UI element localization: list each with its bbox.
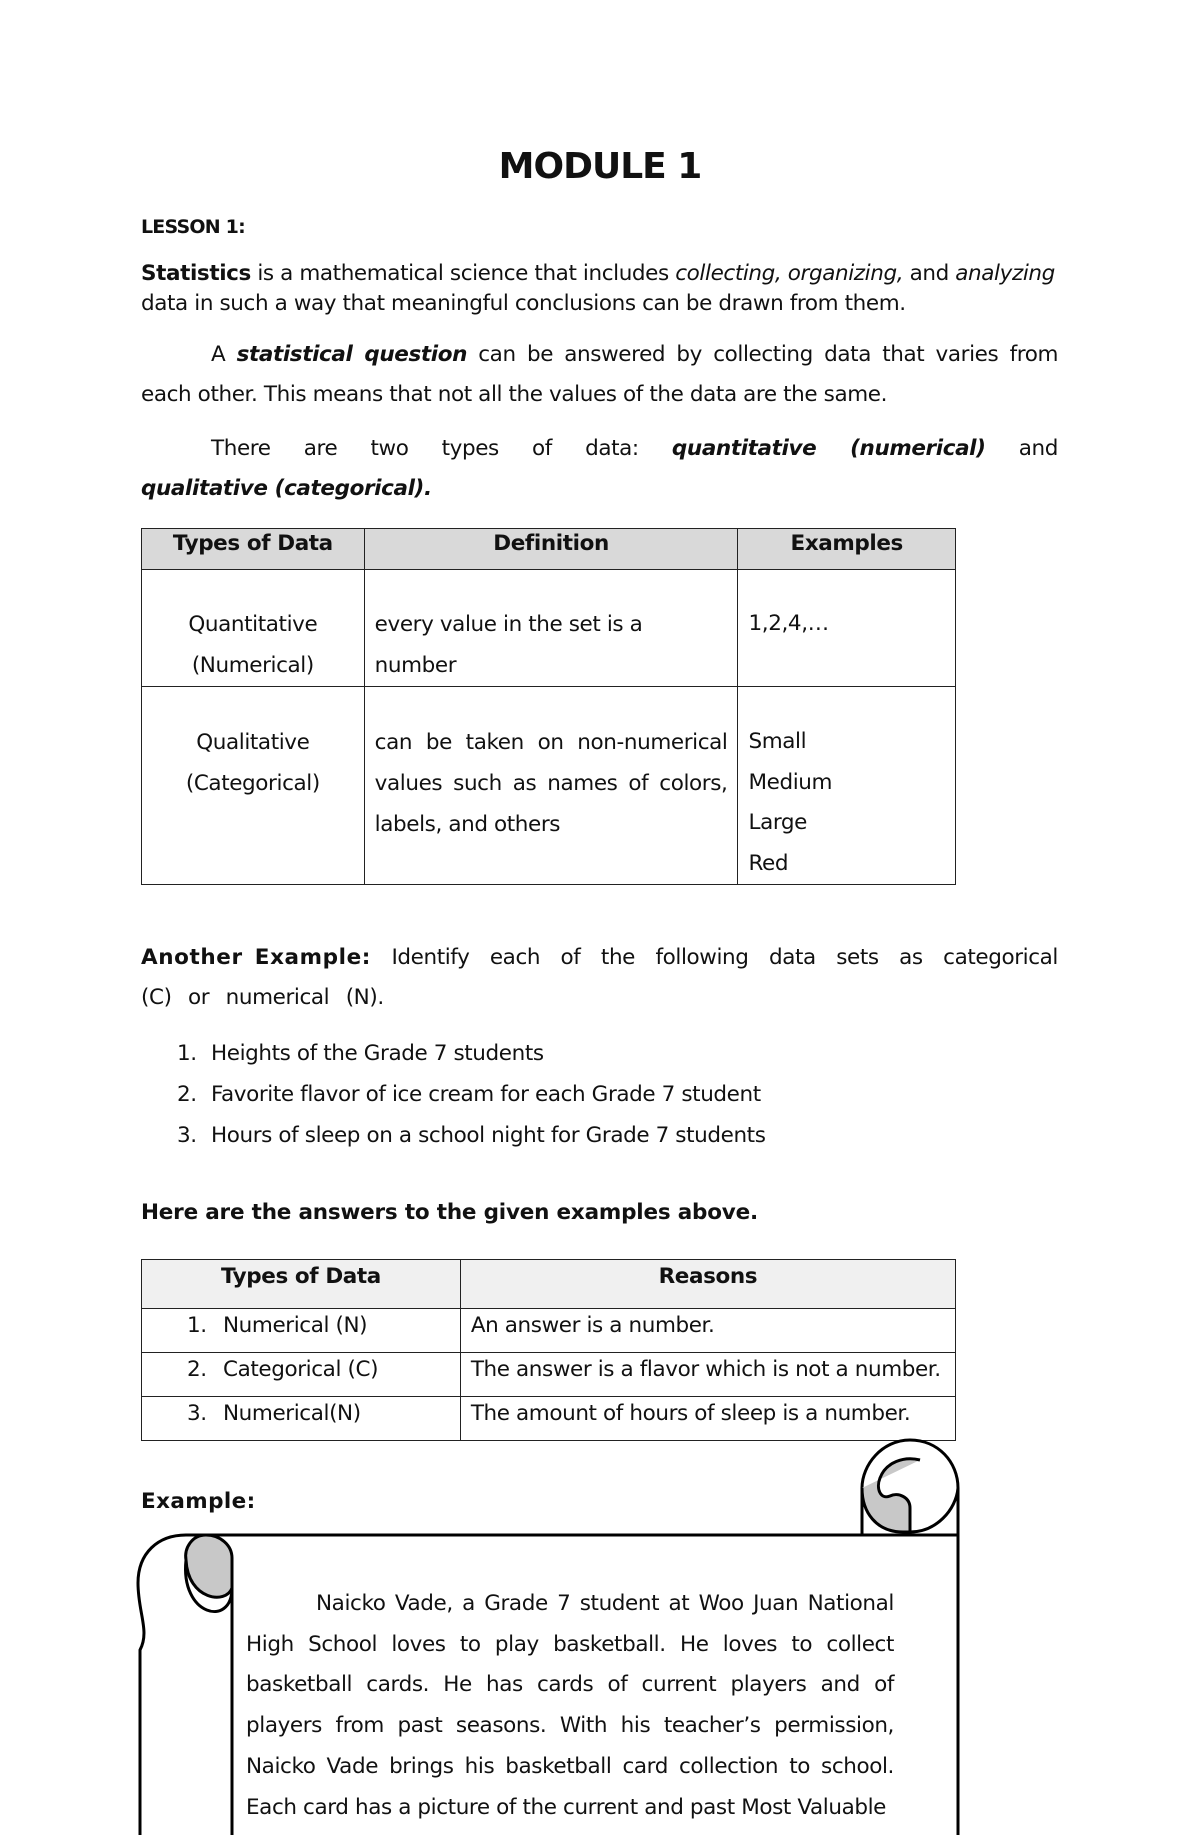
type-alias: (Categorical) (185, 771, 320, 796)
header-reasons: Reasons (460, 1260, 955, 1309)
intro-emphasis: collecting, organizing, (675, 261, 904, 286)
statistics-term: Statistics (141, 261, 251, 286)
type-alias: (Numerical) (191, 653, 314, 678)
type-name: Qualitative (196, 730, 310, 755)
types-text: There are two types of data: (211, 436, 672, 461)
answer-type: Categorical (C) (223, 1357, 379, 1382)
qualitative-term: qualitative (categorical). (141, 476, 432, 501)
definition-text: every value in the set is a number (374, 612, 643, 678)
another-example-text: Identify each of the following data sets as categorical (C) or numerical (N). (141, 945, 1058, 1010)
sq-text: can be answered by collecting data that varies from each other. This means that not all the values of the data are the same. (141, 342, 1058, 407)
statistical-question-term: statistical question (236, 342, 467, 367)
definition-text: can be taken on non-numerical values such as names of colors, labels, and others (374, 730, 728, 837)
list-text: Heights of the Grade 7 students (211, 1041, 544, 1066)
answer-type: Numerical(N) (223, 1401, 361, 1426)
list-number: 2. (177, 1082, 197, 1107)
example-label: Example: (141, 1489, 256, 1514)
list-text: Favorite flavor of ice cream for each Grade 7 student (211, 1082, 761, 1107)
another-example-label: Another Example: (141, 945, 371, 970)
example-value: 1,2,4,… (748, 611, 829, 636)
lesson-heading: LESSON 1: (141, 216, 245, 238)
header-types-of-data: Types of Data (142, 529, 365, 570)
reason-text: The amount of hours of sleep is a number. (470, 1401, 911, 1426)
type-name: Quantitative (188, 612, 318, 637)
intro-text: data in such a way that meaningful conclusions can be drawn from them. (141, 290, 906, 316)
example-value: Small (748, 729, 807, 754)
list-number: 3. (177, 1123, 197, 1148)
list-text: Hours of sleep on a school night for Grade 7 students (211, 1123, 766, 1148)
list-number: 1. (177, 1041, 197, 1066)
sq-lead: A (211, 342, 237, 367)
intro-text: is a mathematical science that includes (250, 261, 676, 286)
header-definition: Definition (364, 529, 738, 570)
answers-heading: Here are the answers to the given examples above. (141, 1200, 758, 1225)
page-title: MODULE 1 (498, 146, 702, 187)
header-examples: Examples (738, 529, 956, 570)
intro-emphasis: analyzing (955, 261, 1055, 286)
quantitative-term: quantitative (numerical) (671, 436, 986, 461)
reason-text: The answer is a flavor which is not a number. (470, 1357, 941, 1382)
reason-text: An answer is a number. (470, 1313, 715, 1338)
intro-text: and (903, 261, 956, 286)
answer-type: Numerical (N) (223, 1313, 368, 1338)
story-paragraph (246, 1584, 894, 1828)
header-types-of-data: Types of Data (142, 1260, 461, 1309)
story-text: Naicko Vade, a Grade 7 student at Woo Juan National High School loves to play basketball. He loves to collect basketball cards. He has cards of current players and of players from past seasons. With his teacher’s permission, Naicko Vade brings his basketball card collection to school. Each card has a picture of the current and past Most Valuable (246, 1591, 894, 1820)
answer-number: 1. (187, 1313, 207, 1338)
types-and: and (985, 436, 1058, 461)
example-value: Red (748, 850, 789, 876)
answer-number: 3. (187, 1401, 207, 1426)
answer-number: 2. (187, 1357, 207, 1382)
example-value: Large (748, 810, 807, 835)
example-value: Medium (748, 769, 833, 795)
